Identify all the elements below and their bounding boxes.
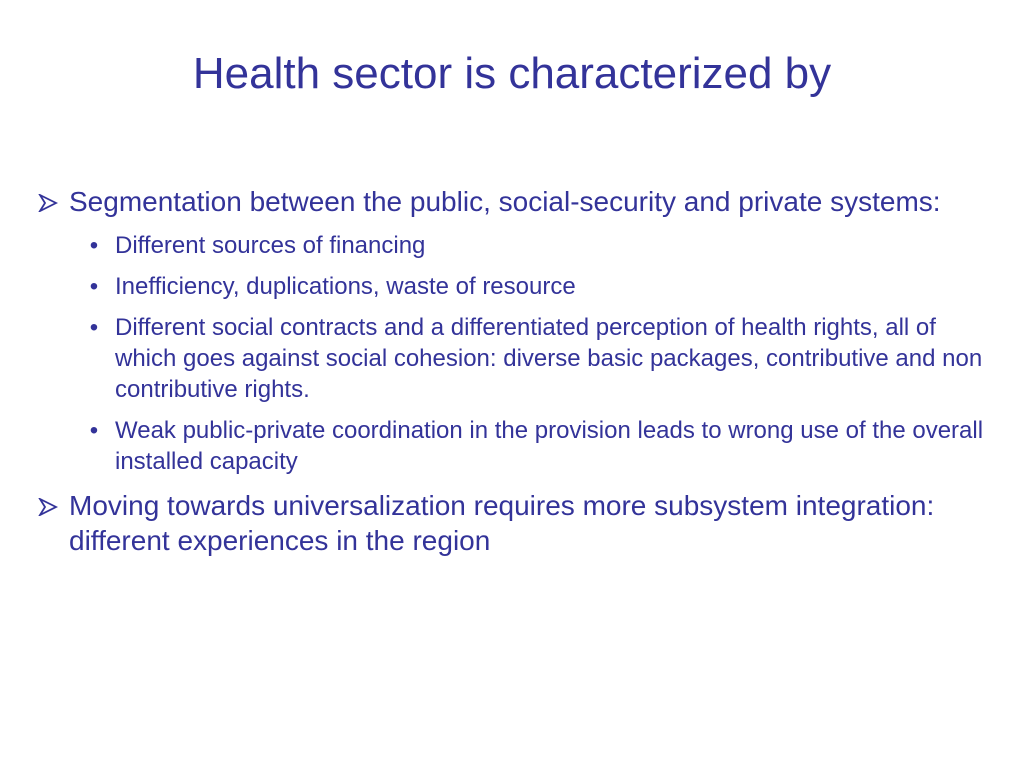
bullet-item-2-text: Moving towards universalization requires more subsystem integration: different experiences in the region: [69, 490, 935, 556]
sub-bullet-item-2: [34, 271, 999, 302]
sub-bullet-item-1-text: Different sources of financing: [115, 232, 426, 259]
slide-title: Health sector is characterized by: [192, 49, 832, 98]
sub-bullet-item-3: [34, 312, 999, 405]
bullet-item-1-text: Segmentation between the public, social-security and private systems:: [69, 186, 941, 217]
bullet-dot: •: [89, 314, 99, 341]
bullet-dot: •: [89, 273, 99, 300]
sub-bullet-item-4-text: Weak public-private coordination in the provision leads to wrong use of the overall installed capacity: [115, 417, 984, 475]
bullet-item-1: [34, 184, 999, 219]
bullet-dot: •: [89, 232, 99, 259]
sub-bullet-item-2-text: Inefficiency, duplications, waste of resource: [115, 273, 576, 300]
slide-body: [34, 184, 999, 558]
bullet-dot: •: [89, 417, 99, 444]
arrow-bullet-icon: [34, 184, 64, 219]
sub-bullet-list: [34, 230, 999, 477]
sub-bullet-item-4: [34, 415, 999, 477]
arrow-bullet-icon: [34, 488, 64, 523]
bullet-item-2: [34, 488, 999, 558]
sub-bullet-item-3-text: Different social contracts and a differentiated perception of health rights, all of which goes against social cohesion: diverse basic packages, contributive and non contributive rights.: [115, 314, 983, 403]
sub-bullet-item-1: [34, 230, 999, 261]
